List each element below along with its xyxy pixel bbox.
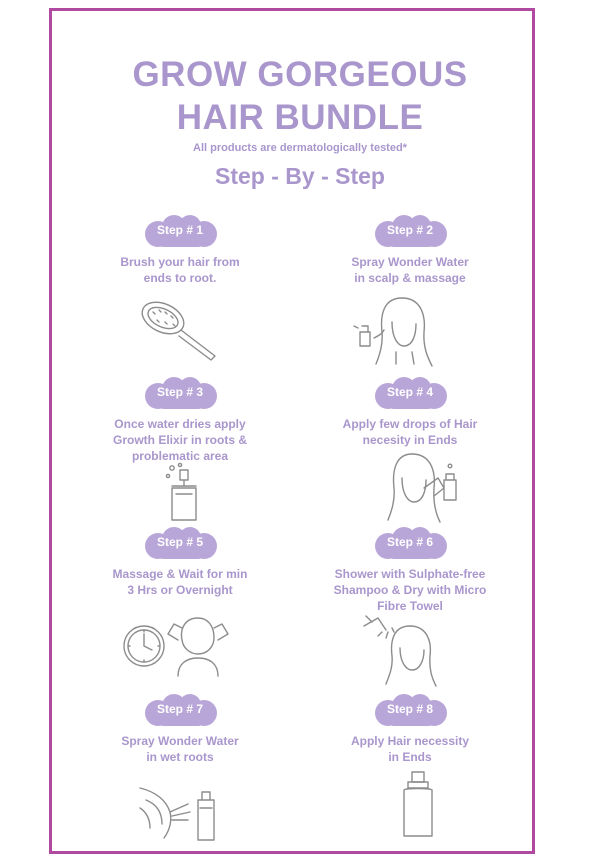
step-label: Step # 2 — [386, 223, 434, 237]
hairbrush-icon — [135, 296, 225, 371]
woman-oil-icon — [378, 448, 468, 531]
step-text: Apply few drops of Hair necesity in Ends — [342, 417, 478, 447]
step-7 — [60, 693, 300, 765]
step-text: Spray Wonder Water in wet roots — [121, 734, 239, 764]
subtitle: All products are dermatologically tested* — [193, 142, 407, 154]
title-line-2: HAIR BUNDLE — [176, 98, 424, 137]
step-text: Massage & Wait for min 3 Hrs or Overnight — [112, 567, 248, 597]
shower-icon — [358, 610, 448, 693]
step-badge — [370, 526, 450, 560]
title-line-1: GROW GORGEOUS — [132, 55, 468, 94]
step-6 — [290, 526, 530, 614]
spray-roots-icon — [136, 778, 236, 849]
step-badge — [140, 526, 220, 560]
step-text: Spray Wonder Water in scalp & massage — [351, 255, 469, 285]
step-label: Step # 5 — [156, 535, 204, 549]
step-text: Shower with Sulphate-free Shampoo & Dry with Micro Fibre Towel — [333, 567, 487, 613]
step-text: Apply Hair necessity in Ends — [350, 734, 470, 764]
step-1 — [60, 214, 300, 286]
pump-bottle-icon — [398, 770, 438, 845]
step-badge — [370, 376, 450, 410]
step-badge — [370, 693, 450, 727]
step-label: Step # 7 — [156, 702, 204, 716]
step-5 — [60, 526, 300, 598]
step-label: Step # 3 — [156, 385, 204, 399]
step-badge — [140, 214, 220, 248]
step-2 — [290, 214, 530, 286]
step-label: Step # 4 — [386, 385, 434, 399]
step-badge — [140, 693, 220, 727]
step-badge — [140, 376, 220, 410]
step-8 — [290, 693, 530, 765]
dropper-bottle-icon — [160, 462, 210, 529]
step-label: Step # 1 — [156, 223, 204, 237]
step-text: Brush your hair from ends to root. — [120, 255, 240, 285]
step-3 — [60, 376, 300, 464]
step-heading: Step - By - Step — [215, 163, 385, 189]
clock-massage-icon — [120, 612, 238, 683]
step-badge — [370, 214, 450, 248]
step-text: Once water dries apply Growth Elixir in roots & problematic area — [112, 417, 247, 463]
step-label: Step # 8 — [386, 702, 434, 716]
woman-spray-icon — [352, 292, 442, 375]
step-4 — [290, 376, 530, 448]
step-label: Step # 6 — [386, 535, 434, 549]
